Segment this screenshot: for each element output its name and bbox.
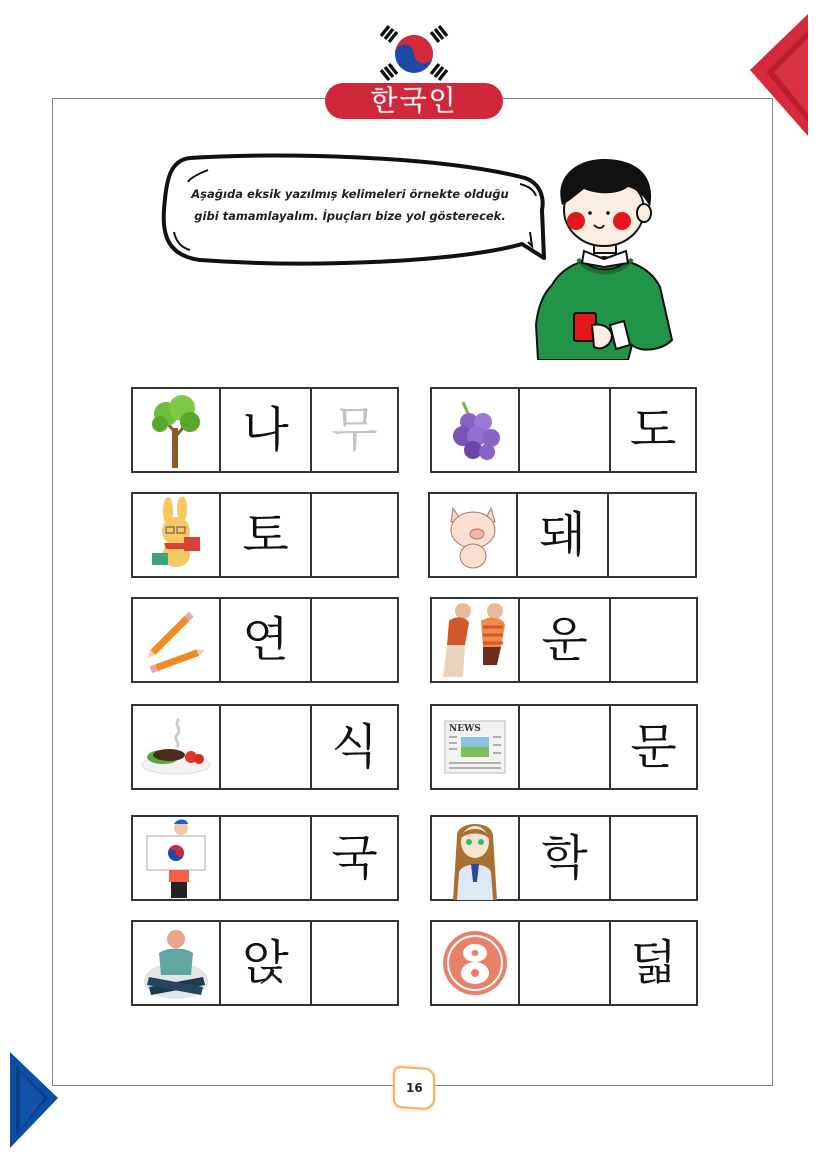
tree-icon <box>133 389 221 471</box>
word-row-right-6 <box>430 920 698 1006</box>
word-row-left-3 <box>131 597 399 683</box>
word-row-left-2 <box>131 492 399 578</box>
student-girl-icon <box>432 817 520 899</box>
exercising-elders-icon <box>432 599 520 681</box>
syllable-box-hint[interactable]: 무 <box>331 402 378 458</box>
word-row-right-2 <box>428 492 697 578</box>
word-row-left-4 <box>131 704 399 790</box>
word-row-right-1 <box>430 387 697 473</box>
syllable-box[interactable]: 학 <box>520 817 611 899</box>
rabbit-reading-icon <box>133 494 221 576</box>
word-row-left-5 <box>131 815 399 901</box>
syllable-box[interactable] <box>611 599 696 681</box>
syllable-box[interactable] <box>312 599 397 681</box>
instruction-line-1: Aşağıda eksik yazılmış kelimeleri örnekte olduğu <box>191 187 509 201</box>
pig-icon <box>430 494 518 576</box>
syllable-box[interactable] <box>611 817 696 899</box>
grapes-icon <box>432 389 520 471</box>
syllable-box[interactable]: 식 <box>331 719 378 775</box>
word-row-right-3 <box>430 597 698 683</box>
syllable-box[interactable] <box>312 922 397 1004</box>
page-title-text: 한국인 <box>370 84 458 117</box>
syllable-box[interactable]: 문 <box>630 719 677 775</box>
word-row-right-4 <box>430 704 698 790</box>
word-row-left-6 <box>131 920 399 1006</box>
page-title <box>325 83 503 119</box>
syllable-box[interactable]: 연 <box>221 599 312 681</box>
person-with-korean-flag-icon <box>133 817 221 899</box>
syllable-box[interactable]: 덟 <box>630 935 677 991</box>
page-number: 16 <box>405 1080 423 1095</box>
sitting-person-icon <box>133 922 221 1004</box>
syllable-box[interactable]: 국 <box>331 830 378 886</box>
instruction-text <box>190 183 510 227</box>
syllable-box[interactable] <box>609 494 695 576</box>
instruction-line-2: gibi tamamlayalım. İpuçları bize yol gösterecek. <box>194 209 506 223</box>
south-korea-flag-icon <box>376 22 452 86</box>
syllable-box[interactable]: 운 <box>520 599 611 681</box>
syllable-box[interactable] <box>520 389 611 471</box>
boy-with-cup-illustration <box>532 155 677 360</box>
word-row-right-5 <box>430 815 698 901</box>
syllable-box[interactable] <box>221 706 312 788</box>
syllable-box[interactable] <box>520 706 611 788</box>
syllable-box[interactable]: 나 <box>221 389 312 471</box>
syllable-box[interactable]: 토 <box>221 494 312 576</box>
page-number-badge <box>393 1066 435 1111</box>
food-plate-icon <box>133 706 221 788</box>
newspaper-icon <box>432 706 520 788</box>
syllable-box[interactable] <box>520 922 611 1004</box>
pencils-icon <box>133 599 221 681</box>
word-row-left-1 <box>131 387 399 473</box>
number-eight-icon <box>432 922 520 1004</box>
syllable-box[interactable] <box>221 817 312 899</box>
syllable-box[interactable]: 돼 <box>518 494 609 576</box>
svg-text:NEWS: NEWS <box>449 724 481 734</box>
syllable-box[interactable] <box>312 494 397 576</box>
syllable-box[interactable]: 앉 <box>221 922 312 1004</box>
syllable-box[interactable]: 도 <box>629 402 677 458</box>
